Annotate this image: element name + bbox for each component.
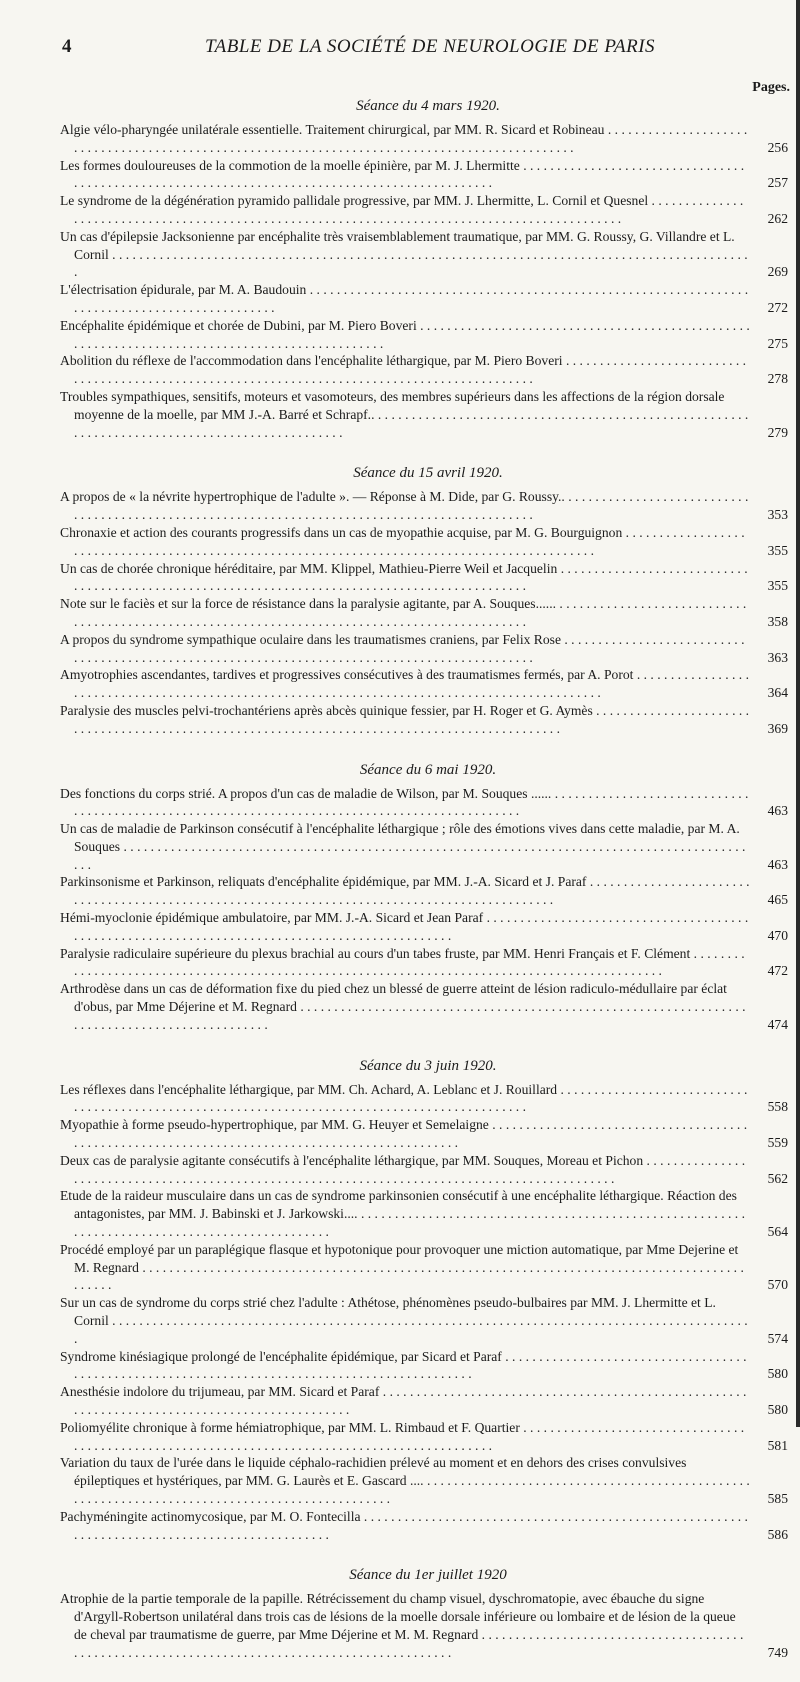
entry-page-number: 580 (767, 1402, 788, 1417)
toc-entry (60, 595, 796, 631)
entry-page-number: 581 (767, 1437, 788, 1453)
toc-entry (60, 945, 796, 981)
entry-title: Paralysie des muscles pelvi-trochantériens après abcès quinique fessier, par H. Roger et G. Aymès . . . (60, 702, 750, 738)
toc-entry (60, 873, 796, 909)
entry-title: Hémi-myoclonie épidémique ambulatoire, par MM. J.-A. Sicard et Jean Paraf . . . (60, 909, 750, 945)
entry-title: Les réflexes dans l'encéphalite léthargique, par MM. Ch. Achard, A. Leblanc et J. Rouillard . . . (60, 1081, 750, 1117)
entry-title: Paralysie radiculaire supérieure du plexus brachial au cours d'un tabes fruste, par MM. Henri Français et F. Clément . . . (60, 945, 750, 981)
entry-title: L'électrisation épidurale, par M. A. Baudouin . . . (60, 281, 750, 317)
toc-entry (60, 1294, 796, 1347)
toc-entry (60, 909, 796, 945)
toc-entry (60, 1187, 796, 1240)
entry-page-number: 272 (767, 299, 788, 315)
toc-entry (60, 1590, 796, 1661)
toc-entry (60, 317, 796, 353)
session-heading: Séance du 4 mars 1920. (356, 98, 500, 114)
entry-title: Note sur le faciès et sur la force de résistance dans la paralysie agitante, par A. Souques...... . . . (60, 595, 750, 631)
entry-title: Algie vélo-pharyngée unilatérale essentielle. Traitement chirurgical, par MM. R. Sicard et Robineau . . . (60, 121, 750, 157)
entry-page-number: 278 (767, 371, 788, 387)
toc-entry (60, 1241, 796, 1294)
toc-entry (60, 352, 796, 388)
page-edge-shadow (796, 0, 800, 1427)
entry-page-number: 275 (767, 335, 788, 351)
entry-page-number: 564 (767, 1224, 788, 1240)
toc-entry (60, 702, 796, 738)
session-section (60, 1054, 796, 1544)
entry-title: Deux cas de paralysie agitante consécutifs à l'encéphalite léthargique, par MM. Souques, Moreau et Pichon . . . (60, 1152, 750, 1188)
entry-title: Un cas de chorée chronique héréditaire, par MM. Klippel, Mathieu-Pierre Weil et Jacquelin . . . (60, 560, 750, 596)
entry-title: Anesthésie indolore du trijumeau, par MM. Sicard et Paraf . . . (60, 1383, 750, 1419)
session-section (60, 94, 796, 441)
entry-title: Syndrome kinésiagique prolongé de l'encéphalite épidémique, par Sicard et Paraf . . . (60, 1348, 750, 1384)
toc-entry (60, 524, 796, 560)
toc-entry (60, 1116, 796, 1152)
entry-page-number: 363 (767, 649, 788, 665)
entry-title: Pachyméningite actinomycosique, par M. O. Fontecilla . . . (60, 1508, 750, 1544)
toc-entry (60, 1383, 796, 1419)
entry-title: Encéphalite épidémique et chorée de Dubini, par M. Piero Boveri . . . (60, 317, 750, 353)
session-heading: Séance du 3 juin 1920. (359, 1057, 497, 1074)
entry-title: Atrophie de la partie temporale de la papille. Rétrécissement du champ visuel, dyschromatopie, avec ébauche du signe d'Argyll-Robertson unilatéral dans trois cas de lésions de la moelle dorsale inférieure ou lombaire et de lésion de la queue de cheval par traumatisme de guerre, par Mme Déjerine et M. M. Regnard . . . (60, 1590, 750, 1661)
entry-page-number: 463 (767, 856, 788, 872)
entry-title: Sur un cas de syndrome du corps strié chez l'adulte : Athétose, phénomènes pseudo-bulbaires par MM. J. Lhermitte et L. Cornil . . . (60, 1294, 750, 1347)
entry-page-number: 585 (767, 1490, 788, 1506)
entry-title: Etude de la raideur musculaire dans un cas de syndrome parkinsonien consécutif à une encéphalite léthargique. Réaction des antagonistes, par MM. J. Babinski et J. Jarkowski.... . . . (60, 1187, 750, 1240)
toc-entry (60, 631, 796, 667)
toc-entry (60, 281, 796, 317)
entry-title: Amyotrophies ascendantes, tardives et progressives consécutives à des traumatismes fermés, par A. Porot . . . (60, 666, 750, 702)
toc-entry (60, 820, 796, 873)
entry-page-number: 474 (767, 1016, 788, 1032)
entry-title: Abolition du réflexe de l'accommodation dans l'encéphalite léthargique, par M. Piero Boveri . . . (60, 352, 750, 388)
entry-page-number: 355 (767, 578, 788, 594)
session-heading: Séance du 15 avril 1920. (353, 465, 503, 482)
session-section (60, 461, 796, 737)
entry-title: Un cas d'épilepsie Jacksonienne par encéphalite très vraisemblablement traumatique, par MM. G. Roussy, G. Villandre et L. Cornil . . . (60, 228, 750, 281)
toc-entry (60, 1348, 796, 1384)
entry-page-number: 262 (767, 210, 788, 226)
entry-title: Myopathie à forme pseudo-hypertrophique, par MM. G. Heuyer et Semelaigne . . . (60, 1116, 750, 1152)
entry-title: Troubles sympathiques, sensitifs, moteurs et vasomoteurs, des membres supérieurs dans les affections de la région dorsale moyenne de la moelle, par MM J.-A. Barré et Schrapf.. . . . (60, 388, 750, 441)
entry-page-number: 562 (767, 1170, 788, 1186)
toc-entry (60, 228, 796, 281)
entry-page-number: 463 (767, 803, 788, 819)
toc-entry (60, 1454, 796, 1507)
entry-title: Les formes douloureuses de la commotion de la moelle épinière, par M. J. Lhermitte . . . (60, 157, 750, 193)
toc-entry (60, 488, 796, 524)
session-heading: Séance du 6 mai 1920. (359, 761, 497, 778)
entry-title: Des fonctions du corps strié. A propos d'un cas de maladie de Wilson, par M. Souques ...... . . . (60, 785, 750, 821)
entry-page-number: 570 (767, 1277, 788, 1293)
toc-entry (60, 1152, 796, 1188)
entry-title: Arthrodèse dans un cas de déformation fixe du pied chez un blessé de guerre atteint de lésion radiculo-médullaire par éclat d'obus, par Mme Déjerine et M. Regnard . . . (60, 980, 750, 1033)
pages-column-label: Pages. (752, 80, 790, 95)
entry-title: Variation du taux de l'urée dans le liquide céphalo-rachidien prélevé au moment et en dehors des crises convulsives épileptiques et hystériques, par MM. G. Laurès et E. Gascard .... . . . (60, 1454, 750, 1507)
entry-title: A propos du syndrome sympathique oculaire dans les traumatismes craniens, par Felix Rose . . . (60, 631, 750, 667)
entry-page-number: 269 (767, 264, 788, 280)
session-section (60, 1563, 796, 1661)
entry-page-number: 279 (767, 424, 788, 440)
entry-page-number: 364 (767, 685, 788, 701)
toc-entry (60, 785, 796, 821)
toc-entry (60, 666, 796, 702)
toc-entry (60, 121, 796, 157)
entry-title: Parkinsonisme et Parkinson, reliquats d'encéphalite épidémique, par MM. J.-A. Sicard et J. Paraf . . . (60, 873, 750, 909)
toc-entry (60, 1419, 796, 1455)
running-title: TABLE DE LA SOCIÉTÉ DE NEUROLOGIE DE PARIS (204, 36, 656, 57)
entry-page-number: 749 (767, 1644, 788, 1660)
entry-page-number: 355 (767, 542, 788, 558)
entry-page-number: 465 (767, 892, 788, 908)
entry-title: A propos de « la névrite hypertrophique de l'adulte ». — Réponse à M. Dide, par G. Roussy.. . . . (60, 488, 750, 524)
entry-page-number: 256 (767, 139, 788, 155)
session-section (60, 758, 796, 1034)
entry-title: Un cas de maladie de Parkinson consécutif à l'encéphalite léthargique ; rôle des émotions vives dans cette maladie, par M. A. Souques . . . (60, 820, 750, 873)
entry-page-number: 353 (767, 507, 788, 523)
entry-title: Le syndrome de la dégénération pyramido pallidale progressive, par MM. J. Lhermitte, L. Cornil et Quesnel . . . (60, 192, 750, 228)
toc-entry (60, 157, 796, 193)
entry-page-number: 470 (767, 927, 788, 943)
entry-page-number: 369 (767, 720, 788, 736)
entry-title: Poliomyélite chronique à forme hémiatrophique, par MM. L. Rimbaud et F. Quartier . . . (60, 1419, 750, 1455)
entry-page-number: 580 (767, 1366, 788, 1382)
entry-page-number: 472 (767, 963, 788, 979)
entry-page-number: 257 (767, 175, 788, 191)
entry-page-number: 574 (767, 1330, 788, 1346)
session-heading: Séance du 1er juillet 1920 (349, 1567, 507, 1584)
toc-entry (60, 1508, 796, 1544)
entry-title: Procédé employé par un paraplégique flasque et hypotonique pour provoquer une miction automatique, par Mme Dejerine et M. Regnard . . . (60, 1241, 750, 1294)
toc-entry (60, 388, 796, 441)
entry-page-number: 358 (767, 613, 788, 629)
entry-page-number: 586 (767, 1526, 788, 1542)
toc-entry (60, 560, 796, 596)
toc-entry (60, 192, 796, 228)
table-of-contents (60, 94, 796, 1682)
page-number: 4 (62, 36, 72, 57)
toc-entry (60, 980, 796, 1033)
toc-entry (60, 1081, 796, 1117)
entry-page-number: 559 (767, 1135, 788, 1151)
entry-title: Chronaxie et action des courants progressifs dans un cas de myopathie acquise, par M. G. Bourguignon . . . (60, 524, 750, 560)
entry-page-number: 558 (767, 1099, 788, 1115)
